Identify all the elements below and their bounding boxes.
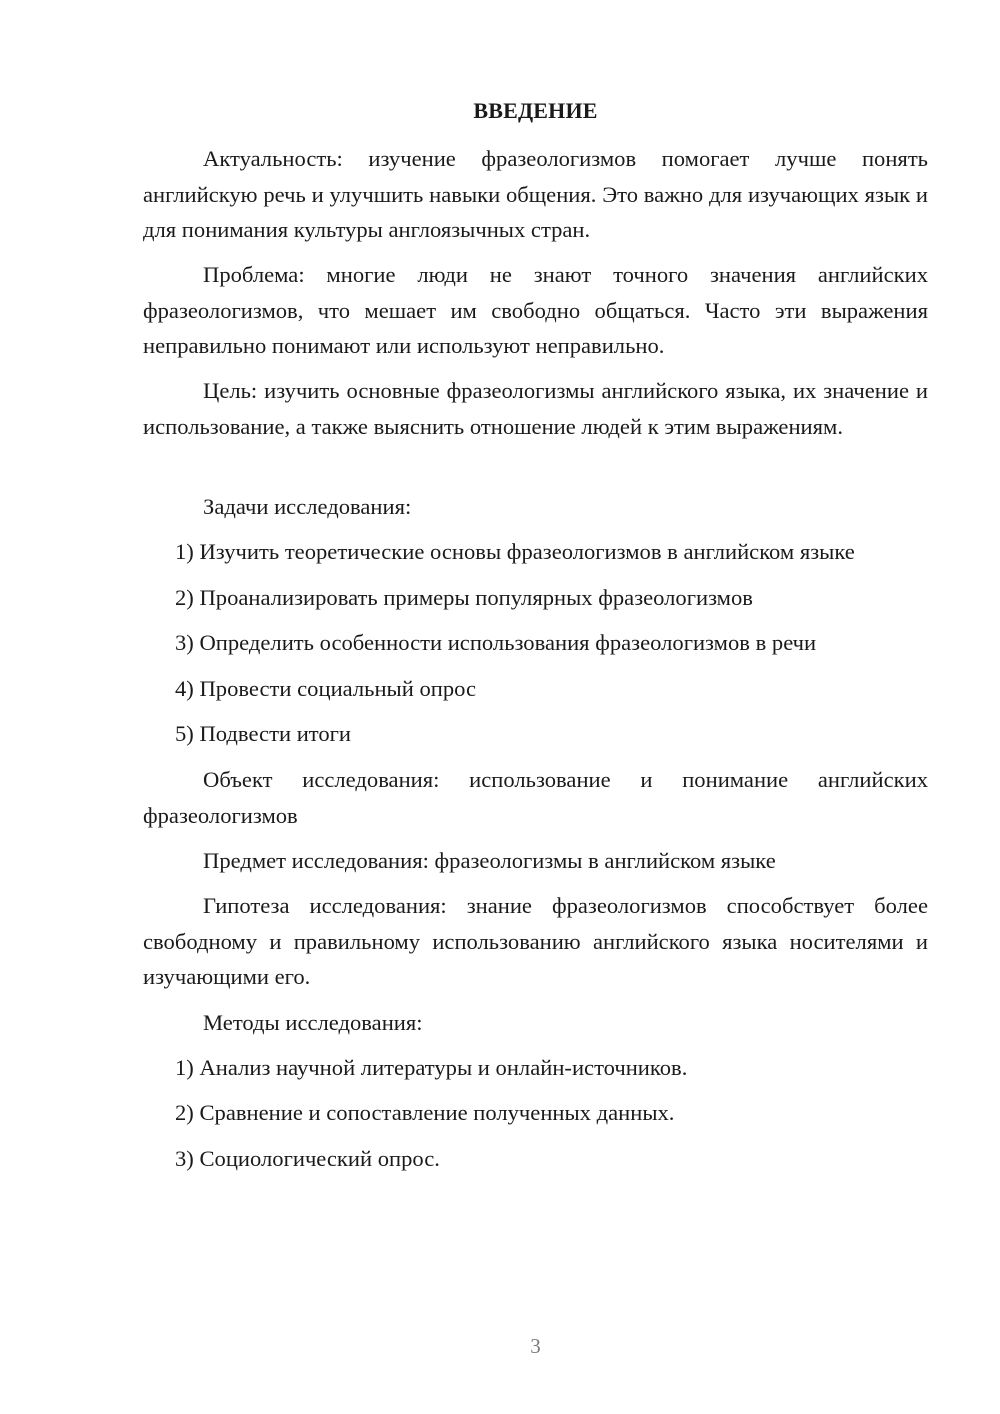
task-item-1: 1) Изучить теоретические основы фразеологизмов в английском языке <box>175 539 855 564</box>
methods-heading: Методы исследования: <box>203 1010 423 1035</box>
object-paragraph: Объект исследования: использование и понимание английских фразеологизмов <box>143 767 928 828</box>
task-item-5: 5) Подвести итоги <box>175 721 352 746</box>
page-number: 3 <box>530 1334 541 1358</box>
tasks-heading: Задачи исследования: <box>203 494 412 519</box>
goal-paragraph: Цель: изучить основные фразеологизмы английского языка, их значение и использование, а также выяснить отношение людей к этим выражениям. <box>143 378 928 439</box>
task-item-4: 4) Провести социальный опрос <box>175 676 477 701</box>
method-item-3: 3) Социологический опрос. <box>175 1146 440 1171</box>
problem-paragraph: Проблема: многие люди не знают точного значения английских фразеологизмов, что мешает им свободно общаться. Часто эти выражения неправильно понимают или используют неправильно. <box>143 262 928 358</box>
hypothesis-paragraph: Гипотеза исследования: знание фразеологизмов способствует более свободному и правильному использованию английского языка носителями и изучающими его. <box>143 893 928 989</box>
page-title: ВВЕДЕНИЕ <box>473 98 598 123</box>
method-item-2: 2) Сравнение и сопоставление полученных данных. <box>175 1100 675 1125</box>
task-item-3: 3) Определить особенности использования фразеологизмов в речи <box>175 630 817 655</box>
subject-paragraph: Предмет исследования: фразеологизмы в английском языке <box>203 848 776 873</box>
document-page <box>143 0 928 1414</box>
task-item-2: 2) Проанализировать примеры популярных фразеологизмов <box>175 585 753 610</box>
relevance-paragraph: Актуальность: изучение фразеологизмов помогает лучше понять английскую речь и улучшить навыки общения. Это важно для изучающих язык и для понимания культуры англоязычных стран. <box>143 146 928 242</box>
method-item-1: 1) Анализ научной литературы и онлайн-источников. <box>175 1055 688 1080</box>
